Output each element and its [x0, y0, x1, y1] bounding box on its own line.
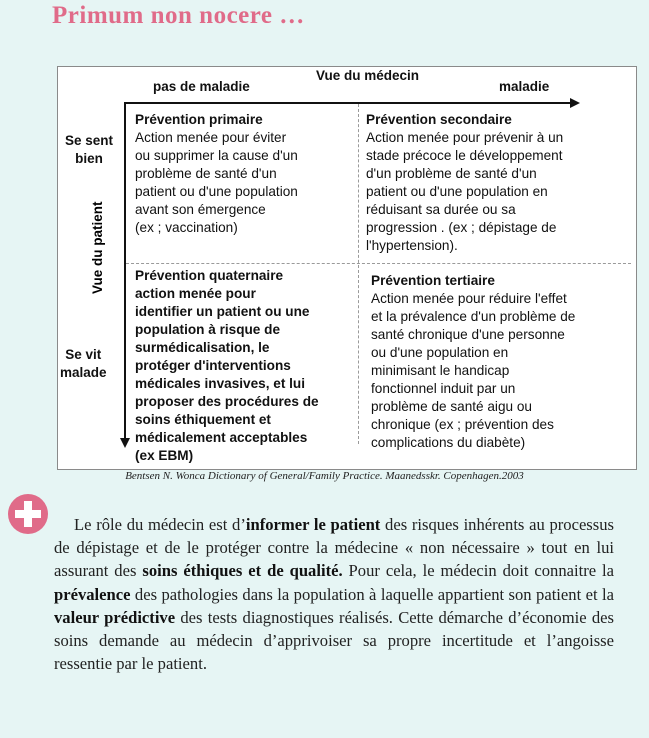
horizontal-axis [124, 102, 572, 104]
quadrant-title: Prévention quaternaire [135, 268, 284, 283]
quadrant-line: médicalement acceptables [135, 430, 308, 445]
quadrant-line: Action menée pour éviter [135, 130, 287, 145]
paragraph-emphasis: informer le patient [245, 515, 381, 534]
quadrant-line: Action menée pour réduire l'effet [371, 291, 567, 306]
quadrant-line: médicales invasives, et lui [135, 376, 306, 391]
quadrant-line: problème de santé d'un [135, 166, 277, 181]
quadrant-body [135, 285, 357, 465]
quadrant-tertiary [371, 272, 633, 452]
quadrant-line: stade précoce le développement [366, 148, 563, 163]
paragraph-emphasis: prévalence [54, 584, 131, 604]
quadrant-title: Prévention primaire [135, 112, 263, 127]
vertical-axis [124, 102, 126, 440]
quadrant-line: l'hypertension). [366, 238, 458, 253]
horizontal-arrow-icon [570, 98, 580, 108]
vertical-arrow-icon [120, 438, 130, 448]
column-left-label: pas de maladie [153, 79, 250, 94]
row-top-label-line: bien [75, 151, 103, 166]
prevention-diagram [57, 66, 637, 470]
paragraph-emphasis: soins éthiques et de qualité. [142, 561, 343, 581]
paragraph-text: Pour cela, le médecin doit connaitre la [342, 561, 615, 581]
quadrant-line: (ex ; vaccination) [135, 220, 238, 235]
paragraph-text: des tests diagnostiques réalisés. Cette démarche d’économie des soins demande au médecin d’apprivoiser sa propre incertitude et l’angoisse ressentie par le patient. [54, 607, 614, 674]
side-axis-header: Vue du patient [90, 201, 105, 294]
quadrant-line: ou d'une population en [371, 345, 509, 360]
quadrant-line: progression . (ex ; dépistage de [366, 220, 557, 235]
top-axis-header: Vue du médecin [316, 68, 420, 83]
quadrant-line: identifier un patient ou une [135, 304, 310, 319]
row-bottom-label-line: malade [60, 365, 107, 380]
quadrant-line: (ex EBM) [135, 448, 194, 463]
quadrant-line: patient ou d'une population [135, 184, 298, 199]
column-right-label: maladie [499, 79, 550, 94]
quadrant-line: Action menée pour prévenir à un [366, 130, 564, 145]
paragraph-text: des pathologies dans la population à laquelle appartient son patient et la [130, 584, 614, 604]
body-paragraph [54, 513, 614, 675]
quadrant-line: santé chronique d'une personne [371, 327, 565, 342]
quadrant-secondary [366, 111, 631, 255]
quadrant-line: avant son émergence [135, 202, 266, 217]
row-bottom-label-line: Se vit [65, 347, 102, 362]
quadrant-body [371, 290, 633, 452]
row-top-label [65, 132, 113, 168]
row-bottom-label [60, 346, 107, 382]
quadrant-line: réduisant sa durée ou sa [366, 202, 516, 217]
quadrant-line: fonctionnel induit par un [371, 381, 516, 396]
paragraph-emphasis: valeur prédictive [54, 607, 176, 627]
row-top-label-line: Se sent [65, 133, 114, 148]
quadrant-line: d'un problème de santé d'un [366, 166, 537, 181]
quadrant-body [135, 129, 355, 237]
plus-icon [8, 494, 48, 534]
quadrant-primary [135, 111, 355, 237]
quadrant-line: proposer des procédures de [135, 394, 319, 409]
quadrant-line: protéger d'interventions [135, 358, 291, 373]
quadrant-title: Prévention secondaire [366, 112, 512, 127]
horizontal-divider [126, 263, 631, 264]
quadrant-line: surmédicalisation, le [135, 340, 270, 355]
quadrant-title: Prévention tertiaire [371, 273, 495, 288]
paragraph-text: des risques inhérents au processus de dépistage et de le protéger contre la médecine « non nécessaire » tout en lui assurant des [54, 515, 614, 581]
vertical-divider [358, 104, 359, 444]
quadrant-line: minimisant le handicap [371, 363, 510, 378]
quadrant-quaternary [135, 267, 357, 465]
quadrant-line: action menée pour [135, 286, 256, 301]
quadrant-line: ou supprimer la cause d'un [135, 148, 298, 163]
page-title: Primum non nocere … [52, 2, 305, 29]
quadrant-line: soins éthiquement et [135, 412, 271, 427]
quadrant-line: complications du diabète) [371, 435, 526, 450]
quadrant-line: et la prévalence d'un problème de [371, 309, 576, 324]
paragraph-text: Le rôle du médecin est d’ [74, 515, 246, 534]
quadrant-line: chronique (ex ; prévention des [371, 417, 554, 432]
quadrant-line: problème de santé aigu ou [371, 399, 532, 414]
figure-caption: Bentsen N. Wonca Dictionary of General/Family Practice. Maanedsskr. Copenhagen.2003 [125, 470, 524, 482]
quadrant-line: patient ou d'une population en [366, 184, 548, 199]
quadrant-body [366, 129, 631, 255]
quadrant-line: population à risque de [135, 322, 281, 337]
